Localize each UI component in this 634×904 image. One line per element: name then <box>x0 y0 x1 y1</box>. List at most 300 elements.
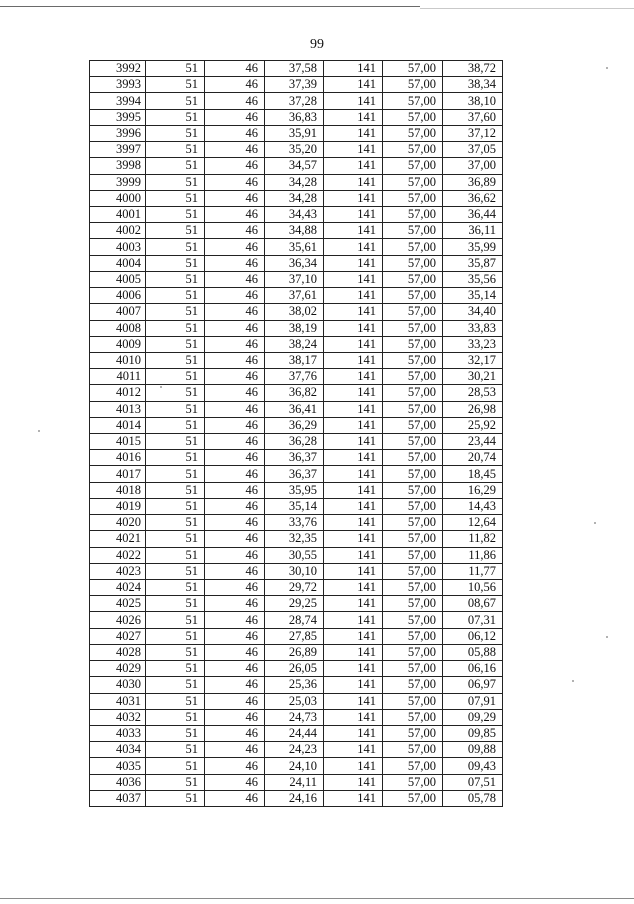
table-cell: 141 <box>324 255 383 271</box>
table-row <box>90 466 503 482</box>
table-cell: 24,23 <box>265 742 324 758</box>
table-cell: 141 <box>324 709 383 725</box>
table-cell: 51 <box>146 450 205 466</box>
table-row <box>90 693 503 709</box>
scan-speck <box>606 636 608 638</box>
table-cell: 46 <box>205 466 265 482</box>
table-cell: 36,89 <box>443 174 503 190</box>
table-row <box>90 61 503 77</box>
table-cell: 57,00 <box>383 304 443 320</box>
table-cell: 57,00 <box>383 239 443 255</box>
table-cell: 57,00 <box>383 77 443 93</box>
table-cell: 46 <box>205 61 265 77</box>
table-cell: 51 <box>146 644 205 660</box>
table-cell: 57,00 <box>383 93 443 109</box>
table-cell: 57,00 <box>383 612 443 628</box>
table-cell: 12,64 <box>443 515 503 531</box>
table-cell: 06,12 <box>443 628 503 644</box>
table-cell: 57,00 <box>383 482 443 498</box>
table-cell: 20,74 <box>443 450 503 466</box>
table-cell: 51 <box>146 223 205 239</box>
table-cell: 46 <box>205 482 265 498</box>
table-cell: 06,97 <box>443 677 503 693</box>
table-cell: 46 <box>205 77 265 93</box>
table-cell: 35,14 <box>443 288 503 304</box>
table-cell: 36,37 <box>265 466 324 482</box>
table-cell: 34,28 <box>265 174 324 190</box>
table-row <box>90 661 503 677</box>
table-cell: 35,56 <box>443 271 503 287</box>
table-cell: 57,00 <box>383 677 443 693</box>
table-cell: 57,00 <box>383 563 443 579</box>
table-cell: 38,17 <box>265 352 324 368</box>
table-cell: 29,25 <box>265 596 324 612</box>
table-cell: 4003 <box>90 239 146 255</box>
table-cell: 51 <box>146 239 205 255</box>
table-cell: 57,00 <box>383 158 443 174</box>
table-cell: 51 <box>146 125 205 141</box>
page-number: 99 <box>310 37 324 52</box>
table-cell: 37,76 <box>265 369 324 385</box>
table-row <box>90 531 503 547</box>
table-row <box>90 336 503 352</box>
table-cell: 09,29 <box>443 709 503 725</box>
table-row <box>90 580 503 596</box>
table-cell: 57,00 <box>383 628 443 644</box>
table-cell: 51 <box>146 563 205 579</box>
table-cell: 141 <box>324 288 383 304</box>
table-cell: 18,45 <box>443 466 503 482</box>
table-cell: 09,88 <box>443 742 503 758</box>
table-cell: 4023 <box>90 563 146 579</box>
table-cell: 26,05 <box>265 661 324 677</box>
table-cell: 4012 <box>90 385 146 401</box>
table-cell: 4000 <box>90 190 146 206</box>
table-row <box>90 206 503 222</box>
table-row <box>90 742 503 758</box>
table-cell: 141 <box>324 466 383 482</box>
table-cell: 51 <box>146 385 205 401</box>
table-cell: 46 <box>205 725 265 741</box>
table-cell: 51 <box>146 742 205 758</box>
table-cell: 51 <box>146 352 205 368</box>
table-cell: 11,86 <box>443 547 503 563</box>
table-row <box>90 288 503 304</box>
table-cell: 141 <box>324 547 383 563</box>
table-cell: 46 <box>205 742 265 758</box>
table-cell: 46 <box>205 239 265 255</box>
table-cell: 46 <box>205 644 265 660</box>
table-cell: 46 <box>205 190 265 206</box>
table-cell: 4022 <box>90 547 146 563</box>
table-cell: 141 <box>324 158 383 174</box>
table-cell: 37,28 <box>265 93 324 109</box>
table-row <box>90 596 503 612</box>
table-cell: 32,17 <box>443 352 503 368</box>
table-cell: 141 <box>324 628 383 644</box>
table-cell: 46 <box>205 774 265 790</box>
table-cell: 25,92 <box>443 417 503 433</box>
table-cell: 57,00 <box>383 758 443 774</box>
table-cell: 29,72 <box>265 580 324 596</box>
table-cell: 46 <box>205 434 265 450</box>
table-row <box>90 677 503 693</box>
table-cell: 46 <box>205 596 265 612</box>
table-row <box>90 352 503 368</box>
table-row <box>90 174 503 190</box>
table-cell: 51 <box>146 320 205 336</box>
scan-speck <box>594 522 596 524</box>
table-cell: 51 <box>146 109 205 125</box>
table-row <box>90 758 503 774</box>
table-cell: 57,00 <box>383 661 443 677</box>
table-cell: 51 <box>146 369 205 385</box>
table-cell: 4020 <box>90 515 146 531</box>
table-cell: 51 <box>146 774 205 790</box>
table-cell: 46 <box>205 547 265 563</box>
table-cell: 36,44 <box>443 206 503 222</box>
table-cell: 57,00 <box>383 401 443 417</box>
table-cell: 57,00 <box>383 580 443 596</box>
table-cell: 46 <box>205 417 265 433</box>
table-cell: 46 <box>205 352 265 368</box>
table-cell: 141 <box>324 515 383 531</box>
table-row <box>90 385 503 401</box>
table-cell: 35,91 <box>265 125 324 141</box>
table-cell: 36,37 <box>265 450 324 466</box>
table-cell: 46 <box>205 206 265 222</box>
table-cell: 57,00 <box>383 450 443 466</box>
table-cell: 57,00 <box>383 531 443 547</box>
table-row <box>90 304 503 320</box>
table-cell: 141 <box>324 109 383 125</box>
table-cell: 51 <box>146 174 205 190</box>
table-cell: 4018 <box>90 482 146 498</box>
top-scan-rule-faint <box>420 8 634 9</box>
table-cell: 46 <box>205 320 265 336</box>
table-cell: 4024 <box>90 580 146 596</box>
table-cell: 46 <box>205 93 265 109</box>
table-row <box>90 142 503 158</box>
table-cell: 57,00 <box>383 790 443 806</box>
table-cell: 141 <box>324 304 383 320</box>
table-cell: 51 <box>146 158 205 174</box>
scan-speck <box>572 680 574 682</box>
table-cell: 51 <box>146 661 205 677</box>
table-cell: 141 <box>324 450 383 466</box>
table-row <box>90 109 503 125</box>
table-cell: 51 <box>146 498 205 514</box>
table-row <box>90 401 503 417</box>
table-cell: 36,82 <box>265 385 324 401</box>
table-row <box>90 709 503 725</box>
table-cell: 57,00 <box>383 255 443 271</box>
table-cell: 141 <box>324 580 383 596</box>
table-cell: 57,00 <box>383 320 443 336</box>
table-cell: 38,24 <box>265 336 324 352</box>
table-cell: 141 <box>324 190 383 206</box>
table-cell: 141 <box>324 223 383 239</box>
table-cell: 141 <box>324 320 383 336</box>
table-cell: 46 <box>205 531 265 547</box>
table-cell: 141 <box>324 774 383 790</box>
table-cell: 141 <box>324 369 383 385</box>
table-row <box>90 644 503 660</box>
table-row <box>90 77 503 93</box>
table-cell: 51 <box>146 596 205 612</box>
table-cell: 141 <box>324 336 383 352</box>
table-row <box>90 563 503 579</box>
table-cell: 27,85 <box>265 628 324 644</box>
data-table <box>89 60 503 807</box>
table-cell: 46 <box>205 336 265 352</box>
table-cell: 3992 <box>90 61 146 77</box>
table-row <box>90 450 503 466</box>
table-cell: 141 <box>324 125 383 141</box>
table-cell: 38,10 <box>443 93 503 109</box>
table-cell: 57,00 <box>383 125 443 141</box>
table-cell: 51 <box>146 677 205 693</box>
table-cell: 46 <box>205 271 265 287</box>
table-cell: 3994 <box>90 93 146 109</box>
table-cell: 57,00 <box>383 498 443 514</box>
table-cell: 57,00 <box>383 271 443 287</box>
table-cell: 51 <box>146 482 205 498</box>
table-cell: 37,05 <box>443 142 503 158</box>
table-cell: 4032 <box>90 709 146 725</box>
table-cell: 57,00 <box>383 109 443 125</box>
table-cell: 51 <box>146 628 205 644</box>
table-cell: 4009 <box>90 336 146 352</box>
table-cell: 26,98 <box>443 401 503 417</box>
table-cell: 3995 <box>90 109 146 125</box>
table-cell: 46 <box>205 255 265 271</box>
table-cell: 51 <box>146 206 205 222</box>
table-row <box>90 190 503 206</box>
table-cell: 46 <box>205 125 265 141</box>
table-row <box>90 628 503 644</box>
table-cell: 51 <box>146 142 205 158</box>
table-cell: 57,00 <box>383 434 443 450</box>
table-cell: 4016 <box>90 450 146 466</box>
table-row <box>90 158 503 174</box>
table-cell: 51 <box>146 304 205 320</box>
table-cell: 35,14 <box>265 498 324 514</box>
table-cell: 46 <box>205 758 265 774</box>
table-cell: 141 <box>324 174 383 190</box>
table-cell: 46 <box>205 288 265 304</box>
table-cell: 141 <box>324 725 383 741</box>
table-cell: 57,00 <box>383 385 443 401</box>
table-cell: 4004 <box>90 255 146 271</box>
table-cell: 46 <box>205 709 265 725</box>
table-cell: 23,44 <box>443 434 503 450</box>
table-body <box>90 61 503 807</box>
table-cell: 35,61 <box>265 239 324 255</box>
table-cell: 4030 <box>90 677 146 693</box>
table-cell: 36,62 <box>443 190 503 206</box>
table-cell: 37,58 <box>265 61 324 77</box>
table-cell: 3999 <box>90 174 146 190</box>
table-cell: 51 <box>146 466 205 482</box>
table-cell: 51 <box>146 531 205 547</box>
table-cell: 46 <box>205 174 265 190</box>
table-cell: 36,41 <box>265 401 324 417</box>
table-cell: 46 <box>205 385 265 401</box>
table-cell: 57,00 <box>383 742 443 758</box>
table-row <box>90 790 503 806</box>
table-row <box>90 93 503 109</box>
scan-speck <box>160 386 162 388</box>
table-cell: 4010 <box>90 352 146 368</box>
scan-speck <box>606 67 608 69</box>
table-row <box>90 434 503 450</box>
table-cell: 57,00 <box>383 725 443 741</box>
table-cell: 46 <box>205 142 265 158</box>
table-cell: 141 <box>324 742 383 758</box>
table-cell: 57,00 <box>383 709 443 725</box>
table-cell: 09,43 <box>443 758 503 774</box>
table-cell: 51 <box>146 288 205 304</box>
table-cell: 4001 <box>90 206 146 222</box>
table-cell: 51 <box>146 336 205 352</box>
table-cell: 57,00 <box>383 693 443 709</box>
table-row <box>90 271 503 287</box>
table-cell: 4035 <box>90 758 146 774</box>
table-cell: 51 <box>146 401 205 417</box>
table-cell: 07,91 <box>443 693 503 709</box>
table-row <box>90 223 503 239</box>
table-cell: 4017 <box>90 466 146 482</box>
table-cell: 30,55 <box>265 547 324 563</box>
table-cell: 51 <box>146 790 205 806</box>
table-cell: 11,77 <box>443 563 503 579</box>
table-cell: 46 <box>205 369 265 385</box>
table-cell: 4037 <box>90 790 146 806</box>
table-cell: 07,31 <box>443 612 503 628</box>
table-row <box>90 417 503 433</box>
top-scan-rule <box>0 6 420 7</box>
table-cell: 57,00 <box>383 417 443 433</box>
table-cell: 07,51 <box>443 774 503 790</box>
table-cell: 141 <box>324 434 383 450</box>
table-cell: 46 <box>205 158 265 174</box>
table-cell: 51 <box>146 190 205 206</box>
table-cell: 36,83 <box>265 109 324 125</box>
table-cell: 141 <box>324 93 383 109</box>
table-cell: 26,89 <box>265 644 324 660</box>
table-row <box>90 239 503 255</box>
table-cell: 38,19 <box>265 320 324 336</box>
table-cell: 46 <box>205 790 265 806</box>
table-cell: 36,28 <box>265 434 324 450</box>
table-cell: 34,57 <box>265 158 324 174</box>
table-cell: 4036 <box>90 774 146 790</box>
table-cell: 4019 <box>90 498 146 514</box>
table-cell: 51 <box>146 693 205 709</box>
table-cell: 30,21 <box>443 369 503 385</box>
table-cell: 34,40 <box>443 304 503 320</box>
table-cell: 141 <box>324 790 383 806</box>
table-cell: 46 <box>205 498 265 514</box>
table-cell: 28,74 <box>265 612 324 628</box>
table-cell: 3996 <box>90 125 146 141</box>
table-cell: 57,00 <box>383 288 443 304</box>
table-cell: 37,12 <box>443 125 503 141</box>
table-cell: 57,00 <box>383 352 443 368</box>
table-row <box>90 725 503 741</box>
table-cell: 3997 <box>90 142 146 158</box>
table-cell: 57,00 <box>383 206 443 222</box>
table-cell: 51 <box>146 612 205 628</box>
table-cell: 4013 <box>90 401 146 417</box>
table-cell: 4005 <box>90 271 146 287</box>
table-cell: 38,72 <box>443 61 503 77</box>
table-row <box>90 515 503 531</box>
table-cell: 24,11 <box>265 774 324 790</box>
table-cell: 35,87 <box>443 255 503 271</box>
table-cell: 3998 <box>90 158 146 174</box>
table-cell: 3993 <box>90 77 146 93</box>
table-cell: 28,53 <box>443 385 503 401</box>
table-cell: 141 <box>324 352 383 368</box>
table-cell: 141 <box>324 531 383 547</box>
table-cell: 4006 <box>90 288 146 304</box>
table-cell: 4031 <box>90 693 146 709</box>
table-cell: 33,83 <box>443 320 503 336</box>
table-cell: 4028 <box>90 644 146 660</box>
table-cell: 35,95 <box>265 482 324 498</box>
table-cell: 51 <box>146 515 205 531</box>
table-cell: 4021 <box>90 531 146 547</box>
table-cell: 46 <box>205 612 265 628</box>
table-cell: 51 <box>146 725 205 741</box>
table-cell: 46 <box>205 563 265 579</box>
table-cell: 37,61 <box>265 288 324 304</box>
table-cell: 57,00 <box>383 61 443 77</box>
table-cell: 11,82 <box>443 531 503 547</box>
table-cell: 37,00 <box>443 158 503 174</box>
table-cell: 37,10 <box>265 271 324 287</box>
table-cell: 57,00 <box>383 174 443 190</box>
table-cell: 51 <box>146 580 205 596</box>
table-cell: 37,60 <box>443 109 503 125</box>
table-cell: 46 <box>205 304 265 320</box>
table-cell: 57,00 <box>383 369 443 385</box>
table-cell: 46 <box>205 223 265 239</box>
table-cell: 57,00 <box>383 596 443 612</box>
table-cell: 4025 <box>90 596 146 612</box>
table-cell: 4002 <box>90 223 146 239</box>
table-cell: 33,23 <box>443 336 503 352</box>
table-cell: 32,35 <box>265 531 324 547</box>
table-cell: 4008 <box>90 320 146 336</box>
table-cell: 141 <box>324 596 383 612</box>
table-cell: 141 <box>324 142 383 158</box>
table-cell: 141 <box>324 498 383 514</box>
table-cell: 141 <box>324 612 383 628</box>
table-cell: 51 <box>146 434 205 450</box>
table-cell: 33,76 <box>265 515 324 531</box>
table-cell: 57,00 <box>383 336 443 352</box>
table-cell: 16,29 <box>443 482 503 498</box>
table-cell: 46 <box>205 693 265 709</box>
table-cell: 141 <box>324 677 383 693</box>
table-cell: 57,00 <box>383 547 443 563</box>
table-cell: 51 <box>146 77 205 93</box>
table-cell: 14,43 <box>443 498 503 514</box>
table-cell: 05,88 <box>443 644 503 660</box>
